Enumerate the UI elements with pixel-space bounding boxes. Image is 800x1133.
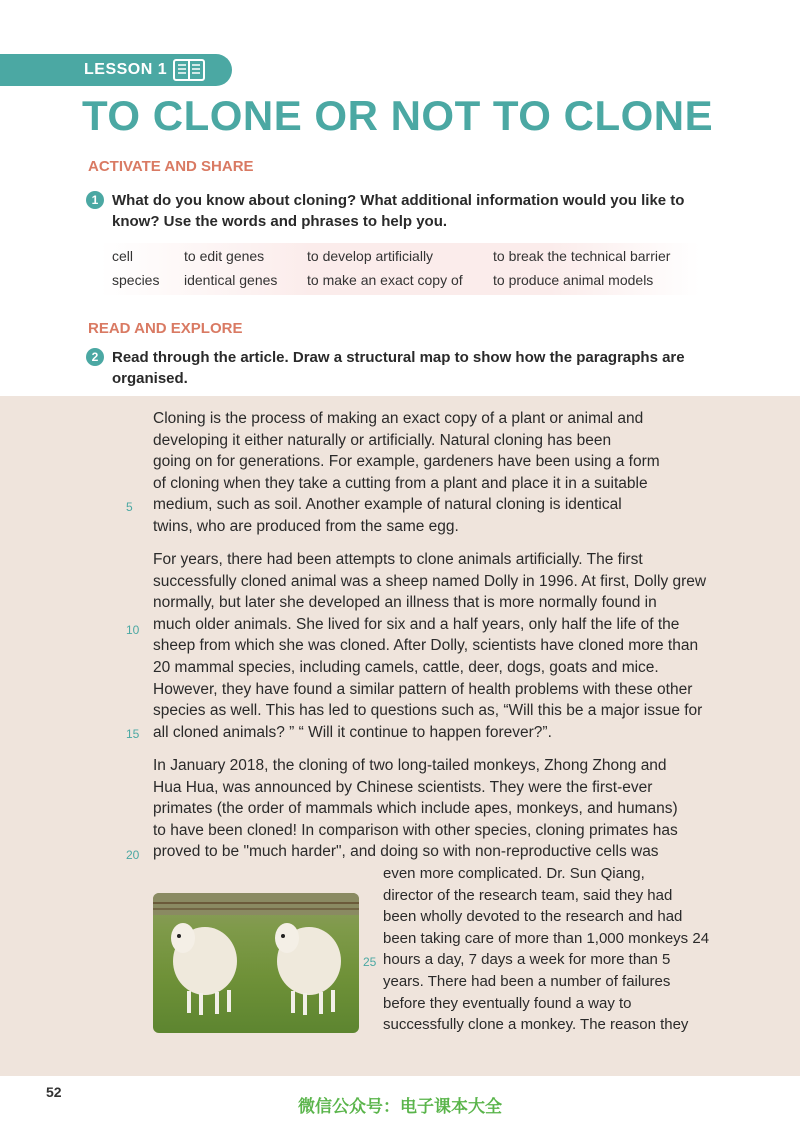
line-number: 15 — [126, 727, 140, 741]
word-item: to make an exact copy of — [307, 272, 463, 288]
text-line: developing it either naturally or artificially. Natural cloning has been — [153, 431, 612, 449]
text-line: to have been cloned! In comparison with other species, cloning primates has — [153, 821, 678, 839]
question-number-1: 1 — [86, 191, 104, 209]
word-item: to edit genes — [184, 248, 265, 264]
text-line: successfully cloned animal was a sheep named Dolly in 1996. At first, Dolly grew — [153, 572, 707, 590]
line-number: 5 — [126, 500, 133, 514]
text-line: medium, such as soil. Another example of natural cloning is identical — [153, 496, 622, 514]
text-line: even more complicated. Dr. Sun Qiang, — [383, 865, 645, 882]
word-item: to produce animal models — [493, 272, 654, 288]
text-line: 20 mammal species, including camels, cattle, deer, dogs, goats and mice. — [153, 658, 659, 676]
activate-heading: ACTIVATE AND SHARE — [88, 158, 254, 175]
text-line: much older animals. She lived for six and a half years, only half the life of the — [153, 615, 680, 633]
lesson-label: LESSON 1 — [84, 61, 168, 78]
read-question — [86, 347, 726, 389]
word-item: to break the technical barrier — [493, 248, 671, 264]
line-number: 10 — [126, 623, 140, 637]
word-item: cell — [112, 248, 134, 264]
line-number: 25 — [363, 955, 377, 969]
text-line: For years, there had been attempts to clone animals artificially. The first — [153, 551, 643, 568]
sheep-photo — [153, 893, 359, 1033]
paragraph-1 — [153, 410, 660, 540]
text-line: successfully clone a monkey. The reason they — [383, 1016, 689, 1034]
footer-text: 微信公众号：电子课本大全 — [298, 1097, 502, 1116]
text-line: been wholly devoted to the research and had — [383, 908, 683, 926]
question-line: know? Use the words and phrases to help you. — [112, 213, 448, 230]
text-line: proved to be "much harder", and doing so with non-reproductive cells was — [153, 843, 659, 861]
question-line: organised. — [112, 370, 188, 387]
text-line: of cloning when they take a cutting from a plant and place it in a suitable — [153, 474, 648, 492]
text-line: Hua Hua, was announced by Chinese scientists. They were the first-ever — [153, 778, 653, 796]
paragraph-2 — [153, 551, 706, 745]
question-line: Read through the article. Draw a structural map to show how the paragraphs are — [112, 349, 685, 366]
text-line: However, they have found a similar pattern of health problems with these other — [153, 680, 693, 698]
paragraph-3-continued — [383, 865, 709, 1038]
question-number-2: 2 — [86, 348, 104, 366]
text-line: sheep from which she was cloned. After Dolly, scientists have cloned more than — [153, 637, 699, 655]
text-line: In January 2018, the cloning of two long-tailed monkeys, Zhong Zhong and — [153, 757, 667, 774]
paragraph-3 — [153, 757, 678, 865]
text-line: years. There had been a number of failures — [383, 972, 671, 990]
text-line: going on for generations. For example, gardeners have been using a form — [153, 453, 660, 471]
page-title: TO CLONE OR NOT TO CLONE — [82, 92, 714, 139]
text-line: hours a day, 7 days a week for more than 5 — [383, 951, 671, 969]
text-line: Cloning is the process of making an exact copy of a plant or animal and — [153, 410, 644, 427]
text-line: before they eventually found a way to — [383, 994, 632, 1012]
lesson-tab — [0, 54, 232, 86]
question-line: What do you know about cloning? What additional information would you like to — [112, 192, 685, 209]
activate-question — [86, 190, 726, 232]
text-line: twins, who are produced from the same egg. — [153, 517, 459, 535]
sheep-illustration — [153, 893, 359, 1033]
text-line: normally, but later she developed an illness that is more normally found in — [153, 594, 657, 612]
text-line: primates (the order of mammals which include apes, monkeys, and humans) — [153, 800, 678, 818]
book-icon — [173, 58, 205, 82]
word-item: to develop artificially — [307, 248, 434, 264]
text-line: all cloned animals? ” “ Will it continue to happen forever?”. — [153, 723, 552, 741]
word-item: identical genes — [184, 272, 278, 288]
read-heading: READ AND EXPLORE — [88, 320, 243, 337]
text-line: been taking care of more than 1,000 monkeys 24 — [383, 929, 710, 947]
line-number: 20 — [126, 848, 140, 862]
page-number: 52 — [46, 1084, 62, 1100]
text-line: director of the research team, said they had — [383, 886, 673, 904]
word-item: species — [112, 272, 160, 288]
text-line: species as well. This has led to questions such as, “Will this be a major issue for — [153, 702, 703, 720]
